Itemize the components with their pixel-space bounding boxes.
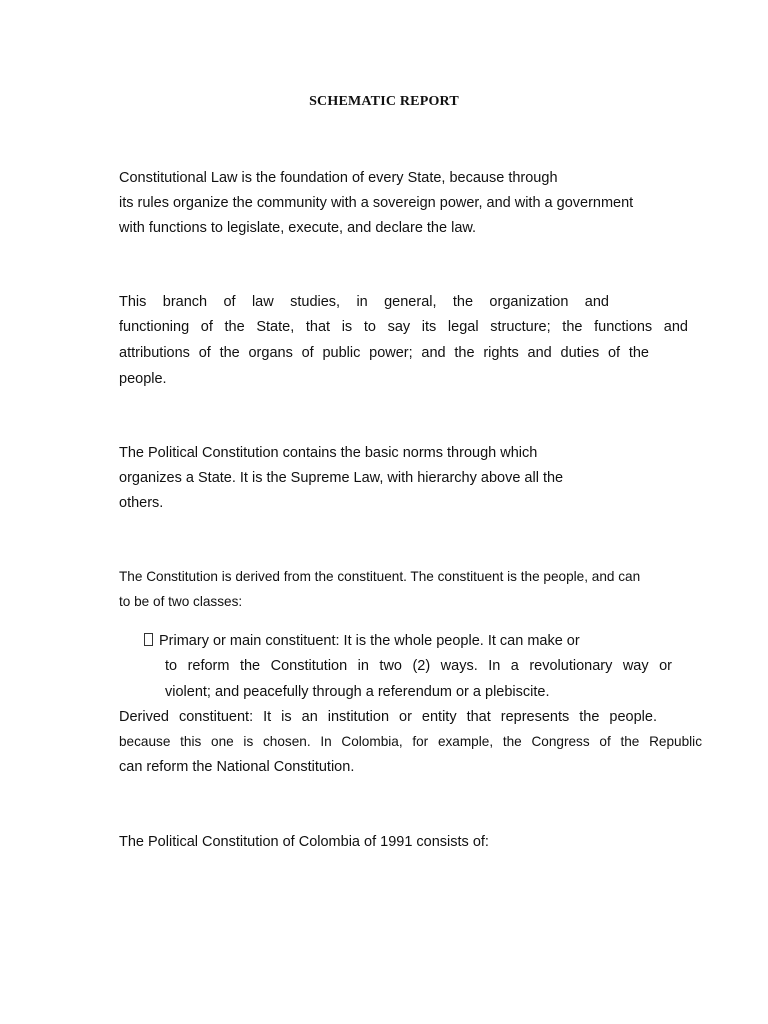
paragraph-line: This branch of law studies, in general, the organization and [119, 294, 609, 310]
paragraph-line: The Political Constitution of Colombia of 1991 consists of: [119, 834, 489, 850]
paragraph-line: attributions of the organs of public power; and the rights and duties of the [119, 345, 649, 361]
paragraph-line: Constitutional Law is the foundation of every State, because through [119, 170, 558, 186]
paragraph-line: The Political Constitution contains the basic norms through which [119, 445, 538, 461]
paragraph-line: others. [119, 495, 164, 511]
derived-constituent-line: can reform the National Constitution. [119, 759, 355, 775]
bullet-item-primary [144, 631, 671, 651]
paragraph-line: The Constitution is derived from the constituent. The constituent is the people, and can [119, 569, 641, 584]
paragraph-line: its rules organize the community with a sovereign power, and with a government [119, 195, 634, 211]
bullet-box-icon [144, 633, 153, 646]
bullet-line: to reform the Constitution in two (2) ways. In a revolutionary way or [165, 658, 672, 674]
derived-constituent-line: because this one is chosen. In Colombia, for example, the Congress of the Republic [119, 734, 702, 749]
paragraph-line: organizes a State. It is the Supreme Law, with hierarchy above all the [119, 470, 564, 486]
document-title: SCHEMATIC REPORT [309, 94, 459, 109]
paragraph-line: to be of two classes: [119, 594, 243, 609]
bullet-line: violent; and peacefully through a referendum or a plebiscite. [165, 684, 550, 700]
paragraph-line: with functions to legislate, execute, and declare the law. [119, 220, 477, 236]
derived-constituent-line: Derived constituent: It is an institution or entity that represents the people. [119, 709, 657, 725]
paragraph-line: people. [119, 371, 167, 387]
bullet-line-text: Primary or main constituent: It is the whole people. It can make or [159, 633, 580, 649]
paragraph-line: functioning of the State, that is to say its legal structure; the functions and [119, 319, 688, 335]
